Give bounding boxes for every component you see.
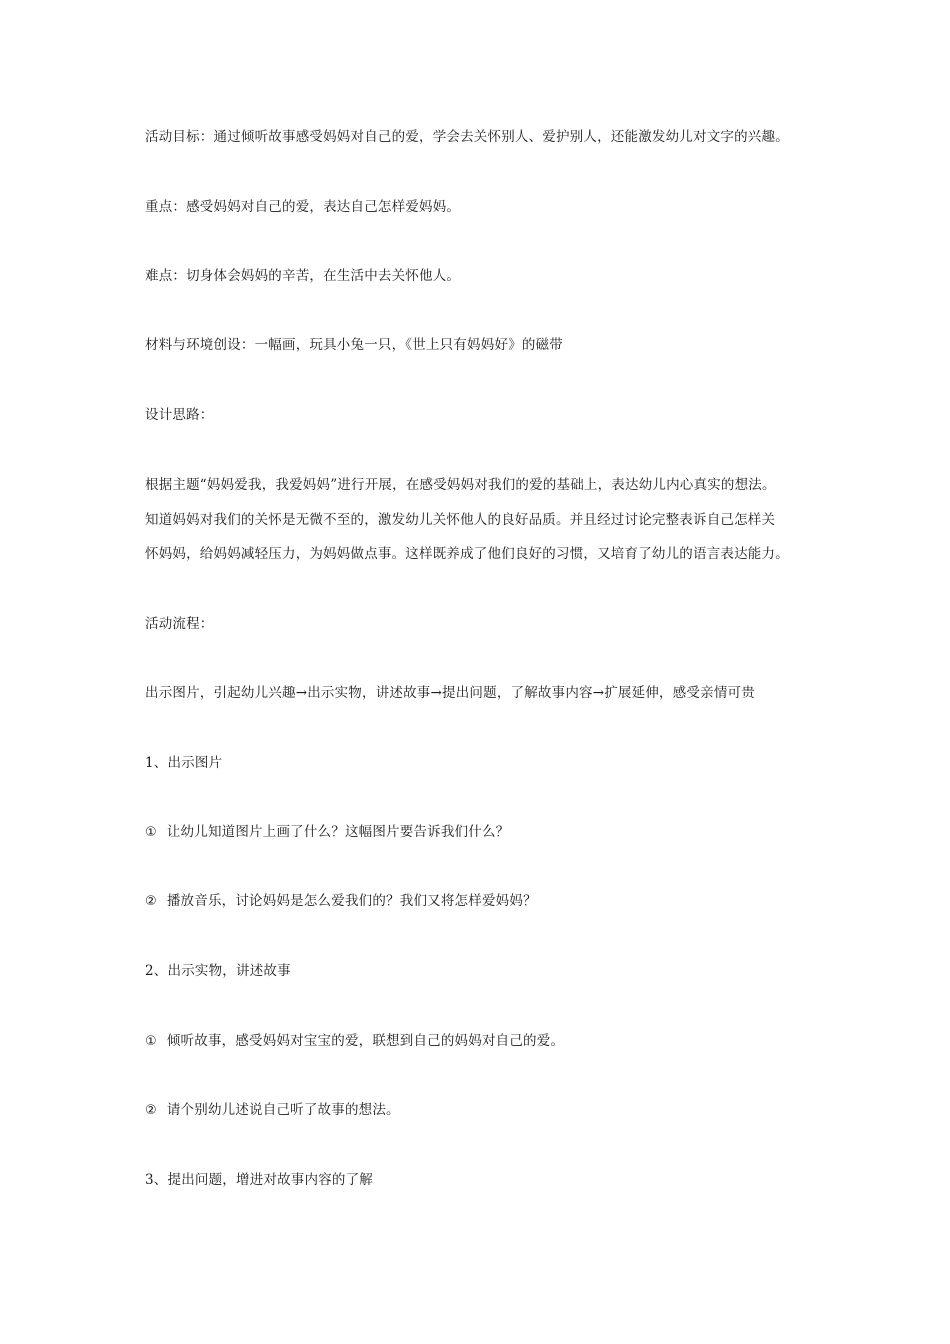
item-text: 让幼儿知道图片上画了什么？这幅图片要告诉我们什么？ [166, 824, 510, 840]
section-2-title: 2、出示实物，讲述故事 [145, 963, 291, 979]
item-text: 请个别幼儿述说自己听了故事的想法。 [166, 1102, 400, 1118]
section-1-title: 1、出示图片 [145, 755, 223, 771]
item-text: 播放音乐，讨论妈妈是怎么爱我们的？我们又将怎样爱妈妈？ [166, 893, 537, 909]
item-marker: ② [145, 1103, 157, 1118]
list-item [145, 892, 825, 911]
list-item [145, 1101, 825, 1120]
design-paragraph-line: 根据主题“妈妈爱我，我爱妈妈”进行开展，在感受妈妈对我们的爱的基础上，表达幼儿内心真实的想法。 [145, 477, 776, 493]
list-item [145, 1032, 825, 1051]
item-text: 倾听故事，感受妈妈对宝宝的爱，联想到自己的妈妈对自己的爱。 [166, 1033, 565, 1049]
design-paragraph-line: 怀妈妈，给妈妈减轻压力，为妈妈做点事。这样既养成了他们良好的习惯，又培育了幼儿的语言表达能力。 [145, 546, 789, 562]
design-heading: 设计思路： [145, 407, 214, 423]
materials-text: 材料与环境创设：一幅画，玩具小兔一只，《世上只有妈妈好》的磁带 [145, 337, 563, 353]
section-3-title: 3、提出问题，增进对故事内容的了解 [145, 1172, 373, 1188]
item-marker: ① [145, 825, 157, 840]
process-heading: 活动流程： [145, 616, 214, 632]
process-flow: 出示图片，引起幼儿兴趣→出示实物，讲述故事→提出问题，了解故事内容→扩展延伸，感受亲情可贵 [145, 685, 755, 701]
item-marker: ② [145, 894, 157, 909]
activity-goal: 活动目标：通过倾听故事感受妈妈对自己的爱，学会去关怀别人、爱护别人，还能激发幼儿对文字的兴趣。 [145, 129, 789, 145]
difficulty-point: 难点：切身体会妈妈的辛苦，在生活中去关怀他人。 [145, 268, 461, 284]
item-marker: ① [145, 1034, 157, 1049]
key-point: 重点：感受妈妈对自己的爱，表达自己怎样爱妈妈。 [145, 199, 461, 215]
list-item [145, 823, 825, 842]
design-paragraph-line: 知道妈妈对我们的关怀是无微不至的，激发幼儿关怀他人的良好品质。并且经过讨论完整表诉自己怎样关 [145, 512, 776, 528]
